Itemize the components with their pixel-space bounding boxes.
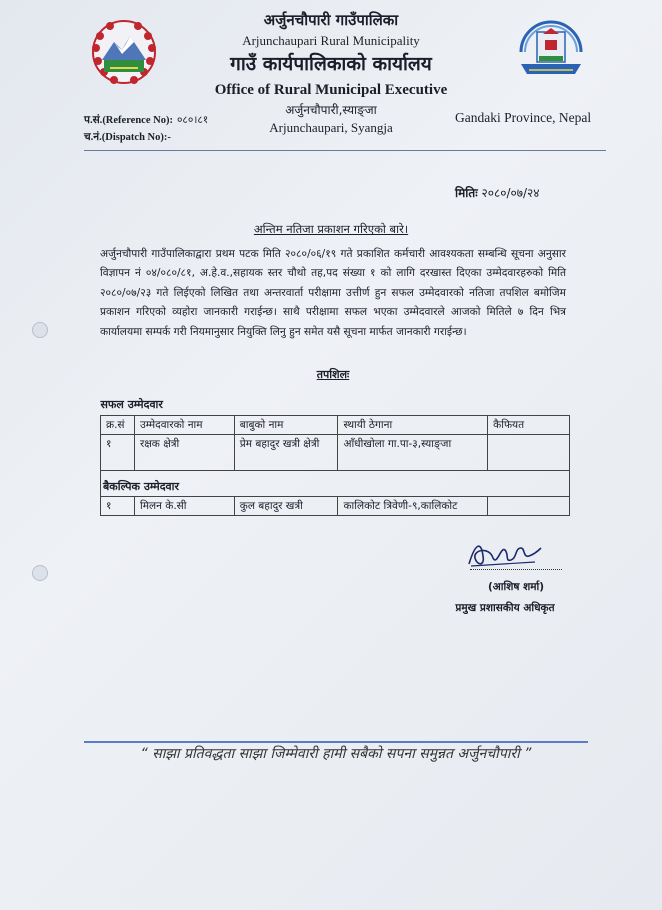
letter-date <box>455 184 540 201</box>
table-header: कैफियत <box>488 416 570 435</box>
signature-line <box>470 569 562 570</box>
header-en-office: Office of Rural Municipal Executive <box>214 82 448 98</box>
results-table <box>100 397 570 516</box>
header-rule <box>84 150 606 151</box>
table-cell: प्रेम बहादुर खत्री क्षेत्री <box>234 435 338 471</box>
handwritten-signature <box>465 536 545 570</box>
ref-label-en: (Reference No): <box>102 115 173 126</box>
reference-number <box>84 113 208 127</box>
table-cell: १ <box>101 435 135 471</box>
header-en-name: Arjunchaupari Rural Municipality <box>242 33 420 48</box>
table-header-row <box>101 416 570 435</box>
alternate-section-title: बैकल्पिक उम्मेदवार <box>101 471 570 497</box>
date-value: २०८०/०७/२४ <box>481 186 540 200</box>
table-cell: कुल बहादुर खत्री <box>234 497 338 516</box>
header-np-office: गाउँ कार्यपालिकाको कार्यालय <box>230 53 432 75</box>
dispatch-label-en: (Dispatch No):- <box>101 132 171 143</box>
ref-label-np: प.सं. <box>84 115 103 126</box>
table-row <box>101 497 570 516</box>
body-paragraph: अर्जुनचौपारी गाउँपालिकाद्वारा प्रथम पटक मिति २०८०/०६/१९ गते प्रकाशित कर्मचारी आवश्यकता सम्बन्धि सूचना अनुसार विज्ञापन नं ०४/०८०/८१, अ.हे.व.,सहायक स्तर चौथो तह,पद संख्या १ को लागि दरखास्त दिएका उम्मेदवारहरुको मिति २०८०/०७/२३ गते लिईएको लिखित तथा अन्तरवार्ता परीक्षामा उत्तीर्ण हुन सफल उम्मेदवारको नतिजा तपशिल बमोजिम प्रकाशन गरिएको व्यहोरा जानकारी गराईन्छ। साथै परीक्षामा सफल भएका उम्मेदवारले आजको मितिले ७ दिन भित्र कार्यालयमा सम्पर्क गरी नियमानुसार नियुक्ति लिनु हुन समेत यसै सूचना मार्फत जानकारी गराईन्छ। <box>100 248 566 338</box>
header-en-address: Arjunchaupari, Syangja <box>269 120 393 135</box>
subject-line: अन्तिम नतिजा प्रकाशन गरिएको बारे। <box>253 222 409 236</box>
success-section-title: सफल उम्मेदवार <box>100 398 163 411</box>
footer-rule <box>84 741 588 743</box>
ref-value: ०८०।८१ <box>176 114 209 126</box>
signatory-designation: प्रमुख प्रशासकीय अधिकृत <box>455 602 555 614</box>
footer-slogan: “ साझा प्रतिवद्धता साझा जिम्मेवारी हामी सबैको सपना समुन्नत अर्जुनचौपारी ” <box>140 746 532 762</box>
table-cell: मिलन के.सी <box>134 497 234 516</box>
table-header: क्र.सं <box>101 416 135 435</box>
table-cell: कालिकोट त्रिवेणी-९,कालिकोट <box>338 497 488 516</box>
punch-hole-bottom <box>32 565 48 581</box>
table-header: बाबुको नाम <box>234 416 338 435</box>
punch-hole-top <box>32 322 48 338</box>
table-row <box>101 435 570 471</box>
table-cell: रक्षक क्षेत्री <box>134 435 234 471</box>
table-cell: १ <box>101 497 135 516</box>
table-cell <box>488 497 570 516</box>
details-heading: तपशिलः <box>316 368 350 381</box>
table-header: स्थायी ठेगाना <box>338 416 488 435</box>
table-cell <box>488 435 570 471</box>
header-np-address: अर्जुनचौपारी,स्याङ्जा <box>285 103 377 117</box>
province: Gandaki Province, Nepal <box>455 110 592 125</box>
signatory-name: (आशिष शर्मा) <box>487 581 545 593</box>
table-header: उम्मेदवारको नाम <box>134 416 234 435</box>
table-cell: आँधीखोला गा.पा-३,स्याङ्जा <box>338 435 488 471</box>
dispatch-label-np: च.नं. <box>84 132 102 143</box>
dispatch-number <box>84 130 171 144</box>
header-np-name: अर्जुनचौपारी गाउँपालिका <box>263 11 399 29</box>
date-label: मितिः <box>455 186 478 200</box>
